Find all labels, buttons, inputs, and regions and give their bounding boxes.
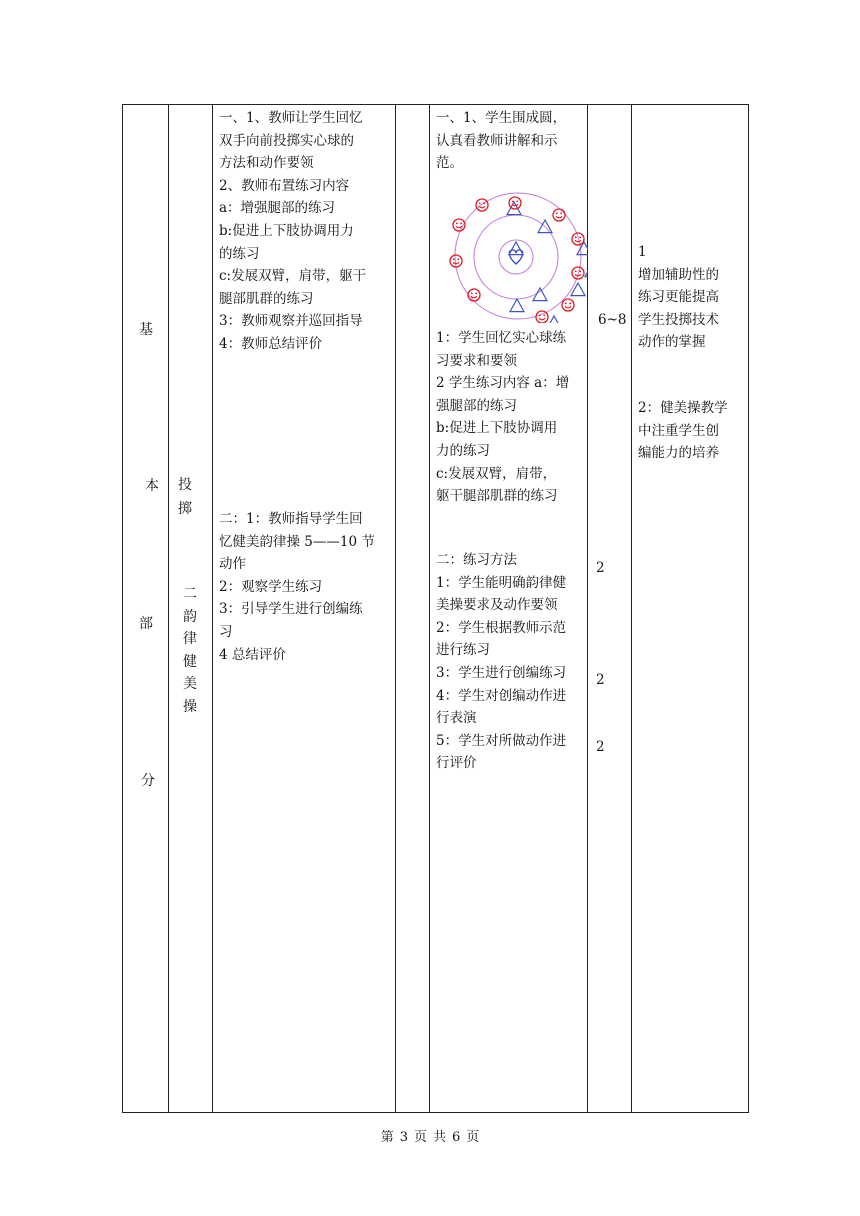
time-value: 2 [596, 672, 605, 688]
content-char: 掷 [178, 501, 192, 517]
text-line: 2 学生练习内容 a：增 [436, 375, 570, 392]
smiley-icon [553, 209, 565, 221]
notes-block-1 [632, 241, 725, 354]
text-line: 5：学生对所做动作进 [436, 732, 567, 749]
text-line: 2：观察学生练习 [219, 578, 323, 595]
spacer-cell [396, 105, 430, 1113]
text-line: b:促进上下肢协调用 [436, 420, 558, 437]
content-char: 操 [183, 698, 197, 715]
text-line: 4 总结评价 [219, 646, 286, 663]
content-part1 [178, 473, 192, 521]
text-line: 3：学生进行创编练习 [436, 664, 567, 681]
smiley-icon [562, 299, 574, 311]
text-line: 范。 [436, 155, 463, 172]
teacher-block-1 [213, 107, 372, 356]
content-char: 健 [183, 653, 197, 670]
section-char: 部 [139, 616, 153, 632]
content-char: 律 [183, 631, 197, 647]
heart-icon [509, 250, 522, 264]
footer-page-word: 页 [413, 1130, 427, 1145]
content-char: 美 [183, 676, 197, 692]
section-cell [123, 105, 169, 1113]
inner-circle [474, 215, 558, 299]
text-line: 行评价 [436, 755, 477, 772]
text-line: 二：练习方法 [436, 552, 517, 568]
section-char: 基 [139, 322, 153, 338]
text-line: 躯干腿部肌群的练习 [436, 488, 558, 505]
time-value: 6~8 [598, 312, 627, 328]
text-line: 编能力的培养 [638, 445, 719, 462]
text-line: 2：学生根据教师示范 [436, 619, 567, 636]
triangle-icon [571, 283, 585, 296]
time-value: 2 [596, 560, 605, 576]
time-value: 2 [596, 739, 605, 755]
section-char: 本 [145, 478, 159, 494]
text-line: 双手向前投掷实心球的 [219, 132, 354, 149]
text-line: b:促进上下肢协调用力 [219, 222, 354, 239]
text-line: 1：学生能明确韵律健 [436, 574, 567, 591]
text-line: 行表演 [436, 710, 477, 727]
smiley-group [450, 197, 584, 323]
content-char: 投 [178, 477, 192, 493]
triangle-group [507, 202, 588, 323]
text-line: 进行练习 [436, 642, 490, 659]
content-char: 二 [183, 586, 197, 602]
smiley-icon [468, 289, 480, 301]
smiley-icon [476, 199, 488, 211]
text-line: 一、1、学生围成圆， [436, 110, 567, 126]
student-block-1a [430, 107, 572, 175]
notes-block-2 [632, 397, 734, 465]
text-line: 习要求和要领 [436, 352, 517, 369]
text-line: 美操要求及动作要领 [436, 597, 558, 614]
text-line: 一、1、教师让学生回忆 [219, 110, 363, 126]
student-cell [430, 105, 588, 1113]
smiley-icon [572, 267, 584, 279]
text-line: 2、教师布置练习内容 [219, 177, 350, 194]
text-line: 动作的掌握 [638, 334, 706, 351]
content-char: 韵 [183, 608, 197, 625]
student-block-1b [430, 327, 575, 508]
text-line: 2：健美操教学 [638, 400, 728, 416]
teacher-block-2 [213, 508, 381, 666]
footer-prefix: 第 [380, 1130, 394, 1145]
smiley-icon [536, 311, 548, 323]
triangle-icon [510, 299, 524, 312]
text-line: 中注重学生创 [638, 422, 719, 439]
text-line: 动作 [219, 556, 246, 573]
text-line: c:发展双臂，肩带， [436, 465, 557, 482]
text-line: 4：学生对创编动作进 [436, 687, 567, 704]
student-block-2 [430, 549, 572, 775]
text-line: 3：引导学生进行创编练 [219, 601, 363, 618]
content-part2 [183, 583, 197, 718]
text-line: 腿部肌群的练习 [219, 290, 314, 307]
lesson-plan-table [122, 104, 749, 1113]
text-line: 3：教师观察并巡回指导 [219, 313, 363, 330]
notes-cell [632, 105, 749, 1113]
footer-page-number: 3 [399, 1130, 408, 1145]
text-line: 二：1：教师指导学生回 [219, 511, 363, 527]
text-line: c:发展双臂，肩带，躯干 [219, 268, 367, 285]
text-line: 忆健美韵律操 5——10 节 [219, 533, 375, 550]
text-line: 方法和动作要领 [219, 155, 314, 172]
text-line: 增加辅助性的 [638, 266, 719, 283]
text-line: 的练习 [219, 245, 260, 262]
teacher-cell [213, 105, 396, 1113]
footer-total-pages: 6 [452, 1130, 461, 1145]
text-line: 力的练习 [436, 442, 490, 459]
smiley-icon [572, 233, 584, 245]
footer-suffix: 页 [466, 1130, 480, 1145]
page-footer [0, 1126, 860, 1145]
text-line: 认真看教师讲解和示 [436, 132, 558, 149]
text-line: a：增强腿部的练习 [219, 200, 336, 217]
content-cell [169, 105, 213, 1113]
text-line: 4：教师总结评价 [219, 335, 323, 352]
triangle-icon [547, 316, 561, 323]
text-line: 1：学生回忆实心球练 [436, 330, 567, 346]
footer-total-word: 共 [433, 1130, 447, 1145]
text-line: 强腿部的练习 [436, 397, 517, 414]
center-circle [499, 240, 533, 274]
text-line: 练习更能提高 [638, 289, 719, 306]
formation-diagram [438, 187, 588, 323]
text-line: 学生投掷技术 [638, 311, 719, 328]
text-line: 1 [638, 244, 647, 260]
section-char: 分 [141, 773, 155, 789]
time-cell [588, 105, 632, 1113]
text-line: 习 [219, 623, 233, 640]
